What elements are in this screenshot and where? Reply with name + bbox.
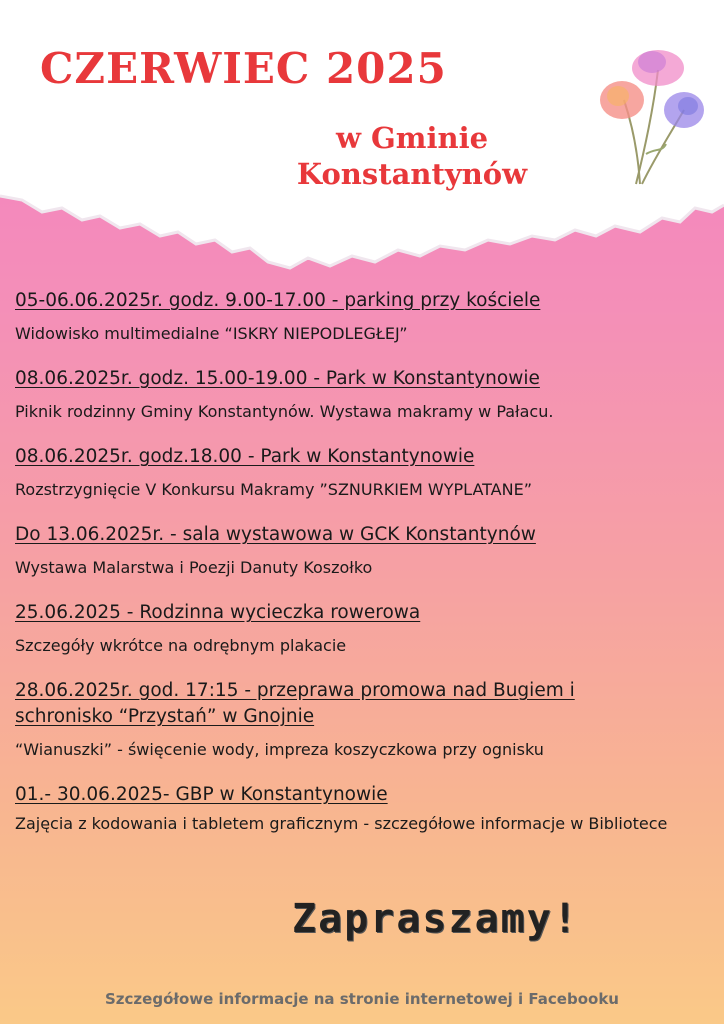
- event-item: [15, 444, 724, 502]
- event-heading: 28.06.2025r. god. 17:15 - przeprawa promowa nad Bugiem i schronisko “Przystań” w Gnojnie: [15, 680, 575, 727]
- event-item: [15, 678, 724, 762]
- event-description: Zajęcia z kodowania i tabletem graficznym - szczegółowe informacje w Bibliotece: [15, 814, 668, 833]
- event-heading: 08.06.2025r. godz. 15.00-19.00 - Park w Konstantynowie: [15, 368, 540, 389]
- page-title: CZERWIEC 2025: [40, 44, 447, 93]
- event-description: Widowisko multimedialne “ISKRY NIEPODLEGŁEJ”: [15, 324, 408, 343]
- event-heading: 25.06.2025 - Rodzinna wycieczka rowerowa: [15, 602, 421, 623]
- event-item: [15, 522, 724, 580]
- flowers-illustration: [596, 44, 708, 190]
- event-heading: 05-06.06.2025r. godz. 9.00-17.00 - parking przy kościele: [15, 290, 541, 311]
- invitation-text: Zapraszamy!: [292, 896, 579, 942]
- event-item: [15, 366, 724, 424]
- subtitle-line-2: Konstantynów: [296, 157, 528, 191]
- event-heading: 08.06.2025r. godz.18.00 - Park w Konstantynowie: [15, 446, 475, 467]
- event-description: “Wianuszki” - święcenie wody, impreza koszyczkowa przy ognisku: [15, 740, 544, 759]
- events-list: [15, 288, 724, 856]
- event-item: [15, 600, 724, 658]
- event-heading: 01.- 30.06.2025- GBP w Konstantynowie: [15, 784, 388, 805]
- subtitle-line-1: w Gminie: [335, 121, 489, 155]
- event-description: Rozstrzygnięcie V Konkursu Makramy ”SZNURKIEM WYPLATANE”: [15, 480, 532, 499]
- event-item: [15, 288, 724, 346]
- page-subtitle: [262, 120, 562, 192]
- event-description: Wystawa Malarstwa i Poezji Danuty Koszołko: [15, 558, 373, 577]
- footer-note: Szczegółowe informacje na stronie internetowej i Facebooku: [105, 990, 619, 1008]
- event-description: Piknik rodzinny Gminy Konstantynów. Wystawa makramy w Pałacu.: [15, 402, 554, 421]
- event-item: [15, 782, 724, 836]
- event-description: Szczegóły wkrótce na odrębnym plakacie: [15, 636, 347, 655]
- event-heading: Do 13.06.2025r. - sala wystawowa w GCK Konstantynów: [15, 524, 536, 545]
